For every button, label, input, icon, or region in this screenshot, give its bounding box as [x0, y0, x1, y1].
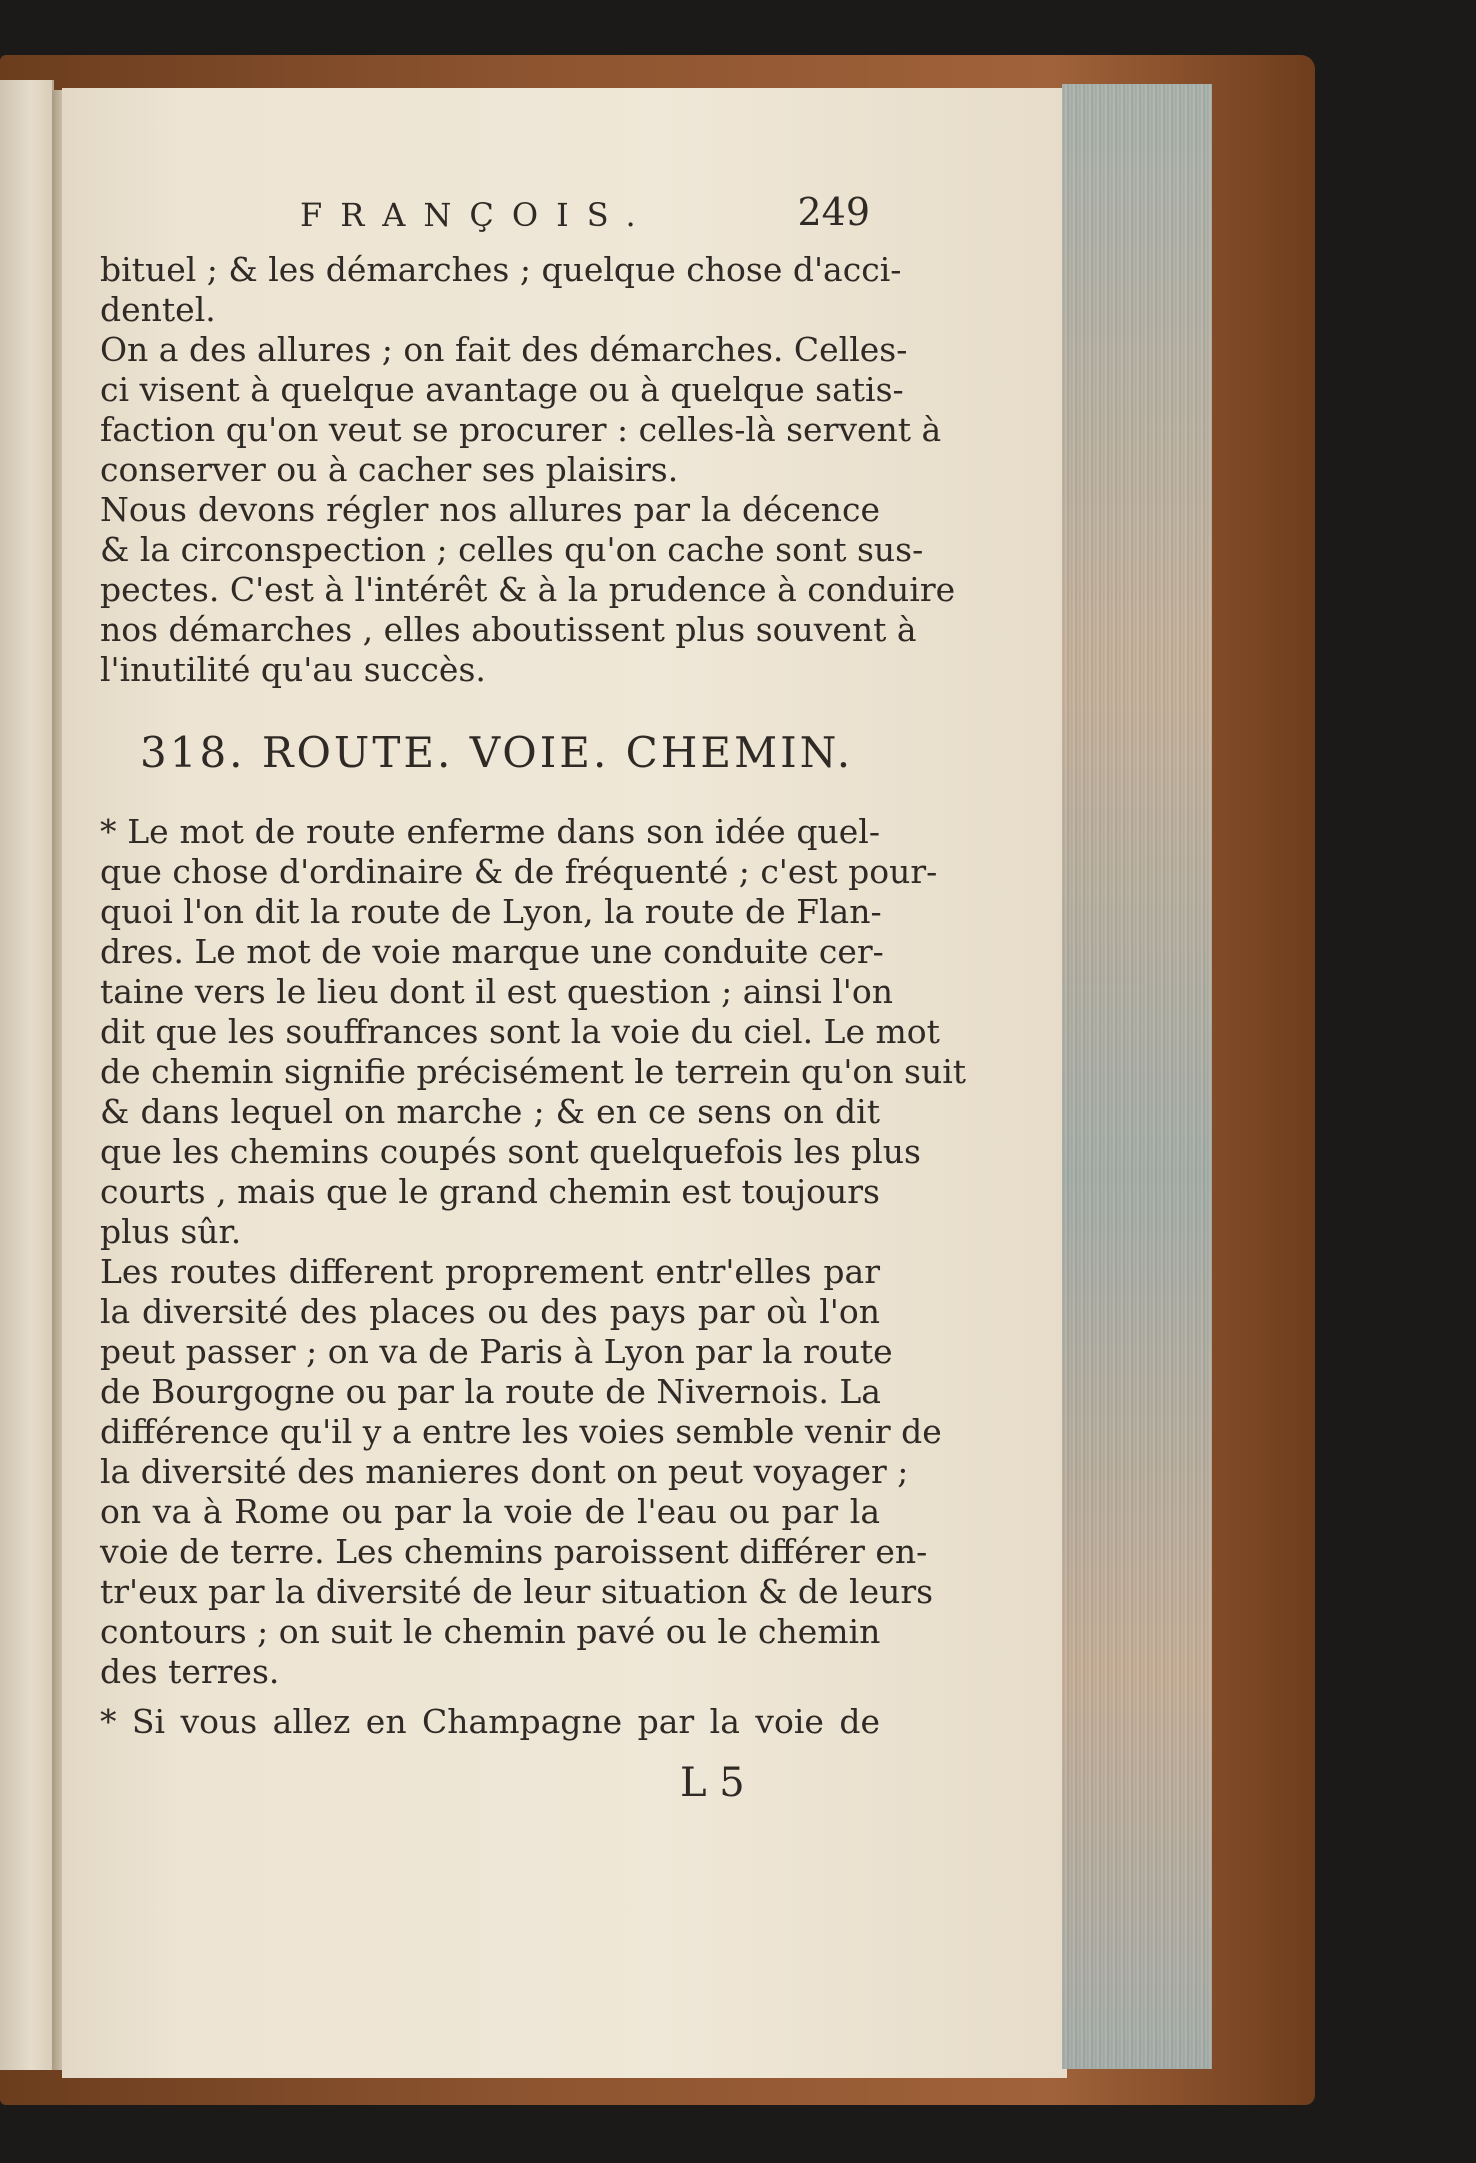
text-line: Nous devons régler nos allures par la décence [100, 490, 880, 529]
section-heading: 318. ROUTE. VOIE. CHEMIN. [140, 728, 854, 777]
text-line: que les chemins coupés sont quelquefois les plus [100, 1132, 921, 1171]
text-line: taine vers le lieu dont il est question ; ainsi l'on [100, 972, 893, 1011]
text-line: faction qu'on veut se procurer : celles-là servent à [100, 410, 942, 449]
text-line: peut passer ; on va de Paris à Lyon par la route [100, 1332, 893, 1371]
text-line: Les routes different proprement entr'elles par [100, 1252, 880, 1291]
text-line: conserver ou à cacher ses plaisirs. [100, 450, 679, 489]
text-line: contours ; on suit le chemin pavé ou le chemin [100, 1612, 881, 1651]
text-line: de chemin signifie précisément le terrein qu'on suit [100, 1052, 967, 1091]
text-line: & dans lequel on marche ; & en ce sens on dit [100, 1092, 880, 1131]
text-line: quoi l'on dit la route de Lyon, la route de Flan- [100, 892, 882, 931]
text-line: plus sûr. [100, 1212, 242, 1251]
text-line: des terres. [100, 1652, 280, 1691]
text-line: l'inutilité qu'au succès. [100, 650, 486, 689]
text-line: nos démarches , elles aboutissent plus souvent à [100, 610, 917, 649]
text-line: & la circonspection ; celles qu'on cache sont sus- [100, 530, 924, 569]
text-line: * Si vous allez en Champagne par la voie de [100, 1702, 880, 1741]
text-line: tr'eux par la diversité de leur situation & de leurs [100, 1572, 934, 1611]
text-line: dentel. [100, 290, 216, 329]
text-line: voie de terre. Les chemins paroissent différer en- [100, 1532, 928, 1571]
text-line: On a des allures ; on fait des démarches. Celles- [100, 330, 908, 369]
text-line: * Le mot de route enferme dans son idée quel- [100, 812, 880, 851]
text-line: que chose d'ordinaire & de fréquenté ; c'est pour- [100, 852, 938, 891]
text-line: pectes. C'est à l'intérêt & à la prudence à conduire [100, 570, 956, 609]
text-line: de Bourgogne ou par la route de Nivernois. La [100, 1372, 881, 1411]
signature-mark: L 5 [680, 1760, 745, 1806]
text-line: ci visent à quelque avantage ou à quelque satis- [100, 370, 904, 409]
text-line: la diversité des manieres dont on peut voyager ; [100, 1452, 909, 1491]
text-line: dit que les souffrances sont la voie du ciel. Le mot [100, 1012, 940, 1051]
text-line: bituel ; & les démarches ; quelque chose d'acci- [100, 250, 902, 289]
running-title: FRANÇOIS. [300, 196, 654, 234]
text-line: on va à Rome ou par la voie de l'eau ou par la [100, 1492, 880, 1531]
page-number: 249 [797, 190, 870, 234]
facing-page-edge [0, 80, 54, 2070]
page-header [290, 190, 870, 246]
text-line: la diversité des places ou des pays par où l'on [100, 1292, 880, 1331]
text-line: dres. Le mot de voie marque une conduite cer- [100, 932, 884, 971]
text-line: courts , mais que le grand chemin est toujours [100, 1172, 880, 1211]
page-fore-edge [1062, 84, 1212, 2069]
text-line: différence qu'il y a entre les voies semble venir de [100, 1412, 942, 1451]
